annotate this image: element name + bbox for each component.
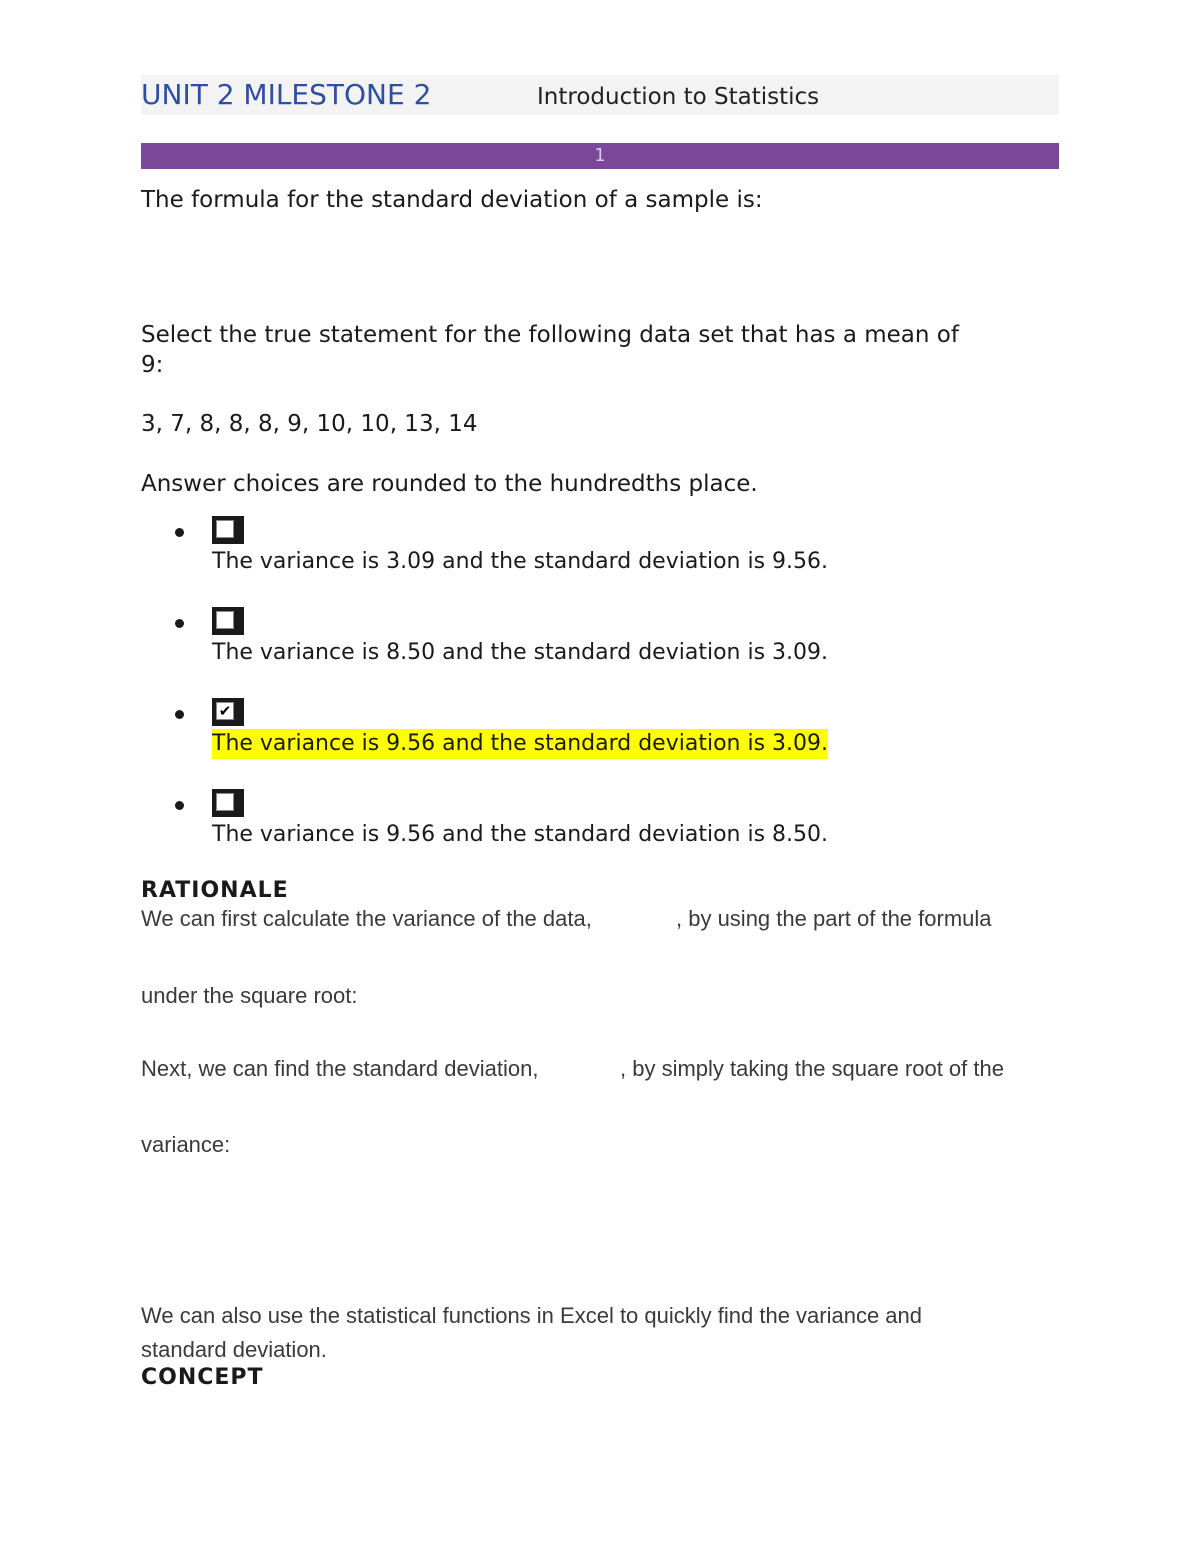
- question-number-bar: [141, 143, 1059, 169]
- bullet-icon: [175, 619, 184, 628]
- checkbox-unchecked-icon: [216, 611, 234, 629]
- concept-heading: CONCEPT: [141, 1365, 264, 1390]
- bullet-icon: [175, 710, 184, 719]
- checkmark-icon: ✔: [216, 702, 234, 720]
- answer-option[interactable]: [141, 604, 1059, 695]
- rationale-line1a: We can first calculate the variance of the data,: [141, 906, 592, 931]
- unit-title: UNIT 2 MILESTONE 2: [141, 78, 432, 111]
- option-text: The variance is 9.56 and the standard deviation is 8.50.: [212, 822, 829, 847]
- answer-option-selected[interactable]: [141, 695, 1059, 786]
- answer-option[interactable]: [141, 786, 1059, 877]
- rationale-heading: RATIONALE: [141, 878, 289, 903]
- option-text: The variance is 3.09 and the standard deviation is 9.56.: [212, 549, 829, 574]
- question-number: 1: [594, 145, 606, 166]
- option-text: The variance is 8.50 and the standard deviation is 3.09.: [212, 640, 829, 665]
- course-title: Introduction to Statistics: [537, 84, 820, 110]
- rationale-line5: We can also use the statistical functions in Excel to quickly find the variance and: [141, 1303, 923, 1328]
- rationale-line4: variance:: [141, 1132, 231, 1157]
- formula-prompt: The formula for the standard deviation of a sample is:: [141, 187, 763, 213]
- option-checkbox[interactable]: [212, 516, 244, 544]
- bullet-icon: [175, 528, 184, 537]
- checkbox-unchecked-icon: [216, 793, 234, 811]
- rounding-note: Answer choices are rounded to the hundredths place.: [141, 471, 758, 497]
- rationale-line6: standard deviation.: [141, 1337, 327, 1362]
- bullet-icon: [175, 801, 184, 810]
- data-set: 3, 7, 8, 8, 8, 9, 10, 10, 13, 14: [141, 411, 478, 437]
- rationale-line1b: , by using the part of the formula: [676, 906, 992, 931]
- answer-option[interactable]: [141, 513, 1059, 604]
- question-statement-line1: Select the true statement for the following data set that has a mean of: [141, 322, 959, 348]
- option-checkbox[interactable]: [212, 698, 244, 726]
- option-checkbox[interactable]: [212, 607, 244, 635]
- option-text-highlighted: The variance is 9.56 and the standard deviation is 3.09.: [212, 729, 828, 759]
- answer-options: [141, 513, 1059, 877]
- rationale-line3b: , by simply taking the square root of the: [620, 1056, 1004, 1081]
- rationale-line2: under the square root:: [141, 983, 358, 1008]
- question-statement-line2: 9:: [141, 352, 164, 378]
- checkbox-unchecked-icon: [216, 520, 234, 538]
- rationale-line3a: Next, we can find the standard deviation,: [141, 1056, 539, 1081]
- option-checkbox[interactable]: [212, 789, 244, 817]
